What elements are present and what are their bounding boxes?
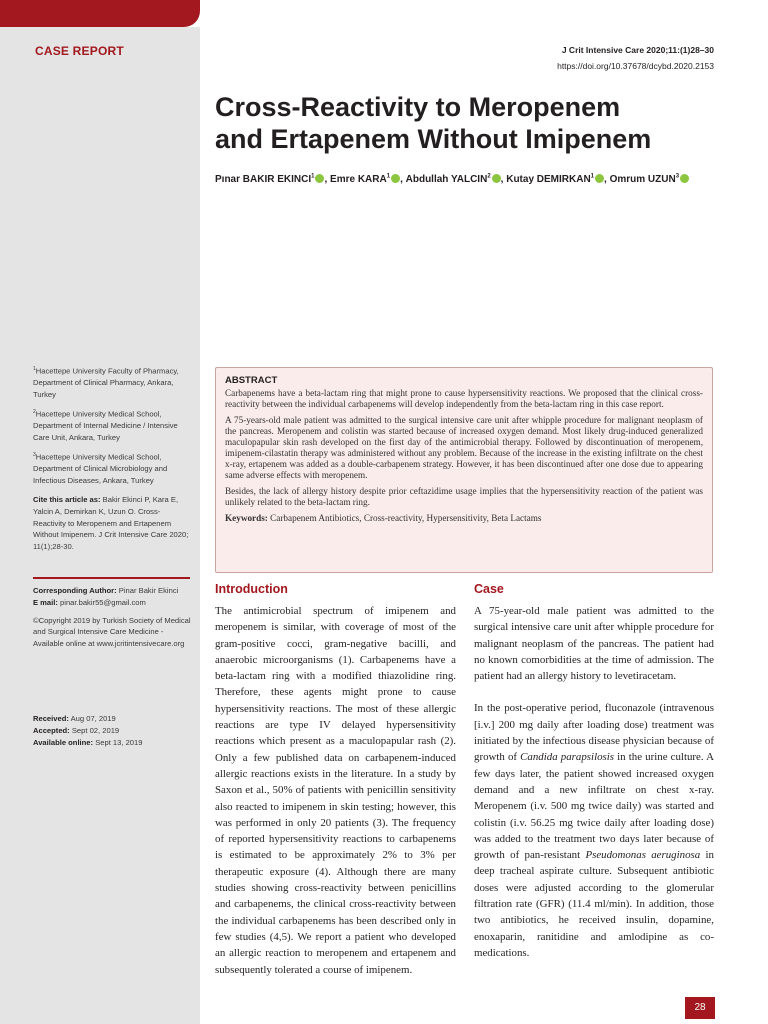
case-column (474, 603, 714, 961)
orcid-icon[interactable] (391, 174, 400, 183)
abstract-box (215, 367, 713, 573)
dates-block (33, 713, 193, 748)
doi-link[interactable]: https://doi.org/10.37678/dcybd.2020.2153 (557, 61, 714, 71)
corresponding-name: Pinar Bakir Ekinci (118, 586, 179, 595)
keywords: Keywords: Carbapenem Antibiotics, Cross-reactivity, Hypersensitivity, Beta Lactams (225, 513, 542, 523)
cite-block (33, 494, 193, 559)
correspondence-block (33, 585, 193, 656)
author: Omrum UZUN$^3$ (610, 174, 689, 185)
email-label: E mail: (33, 597, 58, 607)
author-list (215, 174, 755, 185)
online-label: Available online: (33, 737, 94, 747)
journal-citation: J Crit Intensive Care 2020;11:(1)28–30 (561, 45, 714, 55)
author: Kutay DEMIRKAN$^1$ , (506, 174, 610, 186)
title-line-2: and Ertapenem Without Imipenem (215, 124, 652, 154)
abstract-heading: ABSTRACT (225, 375, 278, 386)
corresponding-label: Corresponding Author: (33, 586, 117, 595)
online-date: Sept 13, 2019 (95, 737, 143, 747)
divider (33, 577, 190, 579)
abstract-paragraph: A 75-years-old male patient was admitted to the surgical intensive care unit after whipple procedure for malignant neoplasm of the pancreas. Meropenem and colistin was started because of increased oxygen demand. Most likely drug-induced generalized maculopapular skin rash developed on the first day of the antimicrobial therapy. Followed by discontinuation of meropenem, imipenem-cilastatin therapy was administered without any problem. Because of the increase in the existing infiltrate on the chest x-ray, ertapenem was added as a double-carbapenem strategy. However, it has been discontinued after one dose due to appearing same adverse effects with meropenem. (225, 415, 703, 480)
received-label: Received: (33, 714, 69, 723)
affiliations (33, 364, 193, 493)
orcid-icon[interactable] (492, 174, 501, 183)
email-link[interactable]: pinar.bakir55@gmail.com (60, 597, 146, 607)
author: Pınar BAKIR EKINCI$^1$ , (215, 174, 331, 186)
accepted-date: Sept 02, 2019 (71, 725, 120, 735)
orcid-icon[interactable] (680, 174, 689, 183)
received-date: Aug 07, 2019 (70, 714, 116, 723)
accepted-label: Accepted: (33, 725, 70, 735)
title-line-1: Cross-Reactivity to Meropenem (215, 92, 621, 122)
case-paragraph-1: A 75-year-old male patient was admitted to the surgical intensive care unit after whipple procedure for malignant neoplasm of the pancreas. The patient had no known comorbidities at the time of admission. The patient had an allergy history to levetiracetam. (474, 605, 714, 683)
author: Abdullah YALCIN$^2$ , (405, 174, 507, 186)
case-heading: Case (474, 582, 504, 596)
introduction-heading: Introduction (215, 582, 288, 596)
affiliation: $^3$Hacettepe University Medical School, Department of Clinical Microbiology and Infectious Diseases, Ankara, Turkey (33, 451, 168, 485)
affiliation: $^1$Hacettepe University Faculty of Pharmacy, Department of Clinical Pharmacy, Ankara, Turkey (33, 366, 179, 400)
cite-label: Cite this article as: (33, 495, 101, 504)
cite-text: Bakir Ekinci P, Kara E, Yalcin A, Demirkan K, Uzun O. Cross-Reactivity to Meropenem and Ertapenem Without Imipenem. J Crit Intensive Care 2020; 11(1);28-30. (33, 495, 189, 552)
introduction-text: The antimicrobial spectrum of imipenem and meropenem is similar, with coverage of most of the gram-positive cocci, gram-negative bacilli, and anaerobic microorganisms (1). Carbapenems have a beta-lactam ring with a modified thiazolidine ring. Therefore, these agents might prone to cause hypersensitivity reactions. The most of these allergic reactions are type IV delayed hypersensitivity reactions which present as a maculopapular rash (2). Only a few published data on carbapenem-induced allergic reactions exists in the literature. In a study by Saxon et al., 50% of patients with penicillin sensitivity also reacted to imipenem in skin testing; however, this was performed in only 20 patients (3). The frequency of reported hypersensitivity reactions to carbapenems is estimated to be approximately 2% to 3% per therapeutic exposure (4). Although there are many studies showing cross-reactivity between penicillins and carbapenems, the clinical cross-reactivity between the individual carbapenems has been described only in few studies (4,5). We report a patient who developed an allergic reaction to meropenem and ertapenem and subsequently tolerated a course of imipenem. (215, 605, 456, 976)
page-number: 28 (685, 997, 715, 1019)
orcid-icon[interactable] (595, 174, 604, 183)
case-paragraph-2: In the post-operative period, fluconazole (intravenous [i.v.] 200 mg daily after loading dose) treatment was initiated by the infectious disease physician because of growth of Candida parapsilosis in the urine culture. A few days later, the patient showed increased oxygen demand and a new infiltrate on chest x-ray. Meropenem (i.v. 500 mg twice daily) was started and colistin (i.v. 56.25 mg twice daily after loading dose) was added to the treatment two days later because of growth of pan-resistant Pseudomonas aeruginosa in deep tracheal aspirate culture. Subsequent antibiotic doses were adjusted according to the glomerular filtration rate (GFR) (11.4 ml/min). In addition, those two antibiotics, he received insulin, dopamine, enoxaparin, ranitidine and amlodipine as co-medications. (474, 702, 714, 959)
section-label: CASE REPORT (35, 44, 124, 58)
abstract-paragraph: Besides, the lack of allergy history despite prior ceftazidime usage implies that the hypersensitivity reaction of the patient was unlikely related to the beta-lactam ring. (225, 486, 703, 507)
copyright-text: ©Copyright 2019 by Turkish Society of Medical and Surgical Intensive Care Medicine - Available online at www.jcritintensivecare.org (33, 615, 191, 649)
affiliation: $^2$Hacettepe University Medical School, Department of Internal Medicine / Intensive Care Unit, Ankara, Turkey (33, 408, 178, 443)
introduction-column (215, 603, 456, 978)
article-title (215, 91, 735, 155)
abstract-paragraph: Carbapenems have a beta-lactam ring that might prone to cause hypersensitivity reactions. We proposed that the clinical cross-reactivity between the individual carbapenems will develop independently from the beta-lactam ring in this case report. (225, 388, 703, 409)
top-color-bar (0, 0, 200, 27)
author: Emre KARA$^1$ , (330, 174, 406, 186)
